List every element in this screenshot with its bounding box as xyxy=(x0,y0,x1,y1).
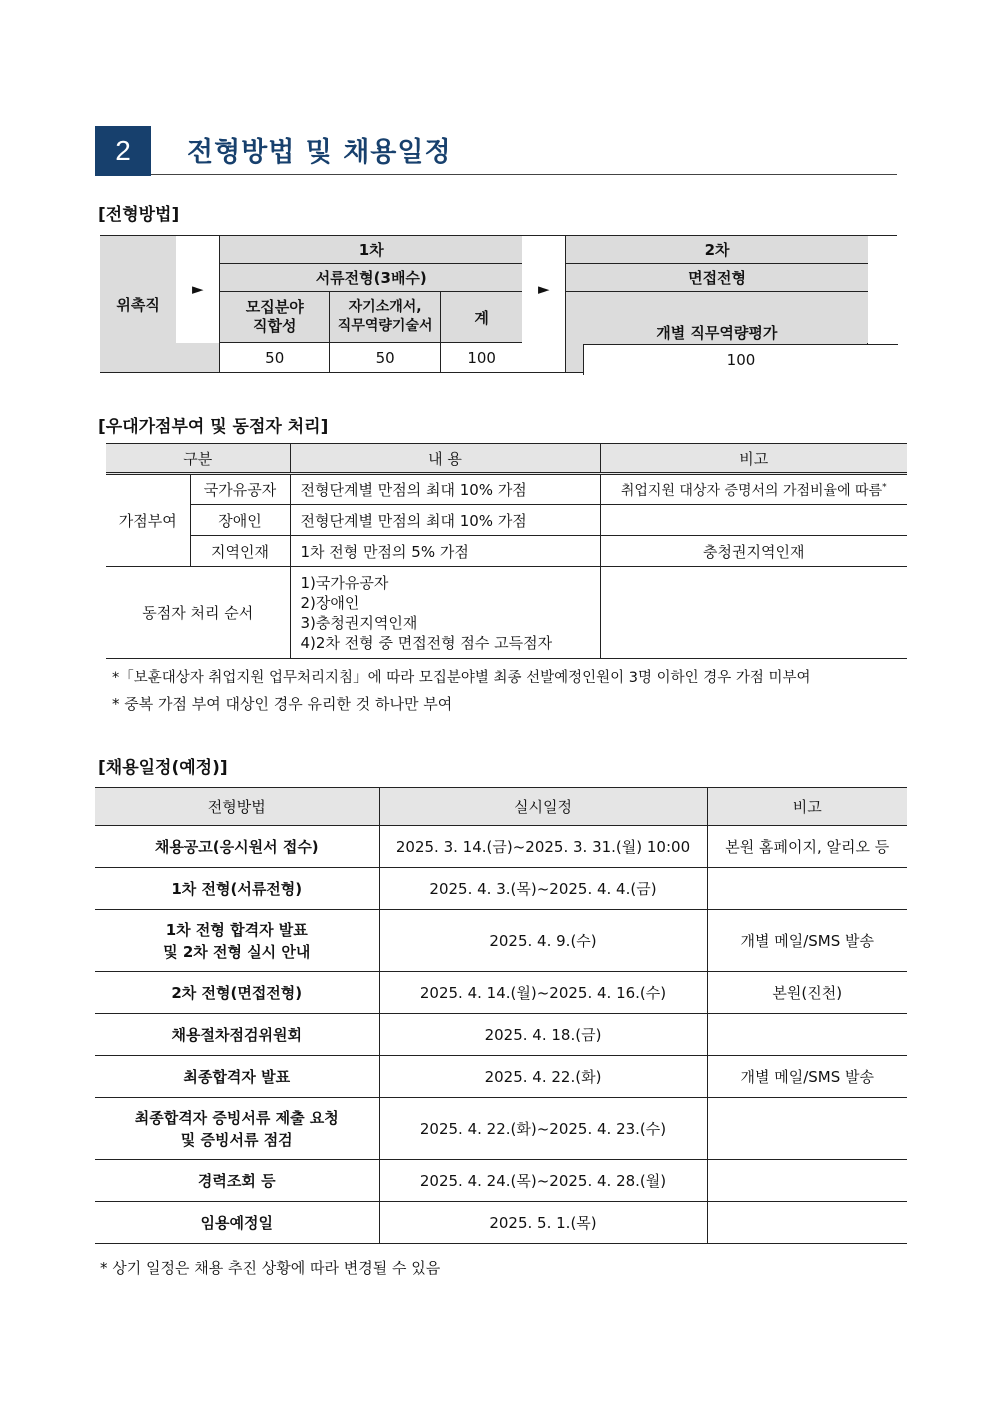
schedule-col-date: 실시일정 xyxy=(379,788,707,826)
schedule-date: 2025. 4. 18.(금) xyxy=(379,1014,707,1056)
section-title: 전형방법 및 채용일정 xyxy=(187,137,452,168)
schedule-note xyxy=(707,1014,907,1056)
schedule-col-note: 비고 xyxy=(707,788,907,826)
tie-order-item: 1)국가유공자 xyxy=(300,573,389,592)
stage1-col-fit: 모집분야 직합성 xyxy=(220,292,330,343)
schedule-note: 개별 메일/SMS 발송 xyxy=(707,1056,907,1098)
arrow-icon: ► xyxy=(191,280,204,299)
schedule-date: 2025. 3. 14.(금)~2025. 3. 31.(월) 10:00 xyxy=(379,826,707,868)
schedule-note xyxy=(707,1160,907,1202)
stage1-col-essay: 자기소개서, 직무역량기술서 xyxy=(330,292,441,343)
bonus-group: 가점부여 xyxy=(106,474,190,567)
schedule-date: 2025. 4. 9.(수) xyxy=(379,910,707,972)
stage2-label: 2차 xyxy=(566,236,868,264)
schedule-step: 2차 전형(면접전형) xyxy=(95,972,379,1014)
bonus-content: 전형단계별 만점의 최대 10% 가점 xyxy=(290,505,600,536)
method-heading: [전형방법] xyxy=(98,205,180,225)
bonus-table xyxy=(106,443,907,659)
schedule-note: 본원(진천) xyxy=(707,972,907,1014)
stage2-score-cell: 100 xyxy=(583,344,898,375)
schedule-step: 채용공고(응시원서 접수) xyxy=(95,826,379,868)
schedule-footnote: * 상기 일정은 채용 추진 상황에 따라 변경될 수 있음 xyxy=(100,1259,441,1277)
tie-order-item: 3)충청권지역인재 xyxy=(300,613,418,632)
schedule-date: 2025. 4. 14.(월)~2025. 4. 16.(수) xyxy=(379,972,707,1014)
schedule-note xyxy=(707,1202,907,1244)
score-fit: 50 xyxy=(220,343,330,373)
bonus-note: 충청권지역인재 xyxy=(600,536,907,567)
bonus-col-note: 비고 xyxy=(600,444,907,474)
schedule-date: 2025. 4. 22.(화)~2025. 4. 23.(수) xyxy=(379,1098,707,1160)
bonus-col-content: 내 용 xyxy=(290,444,600,474)
bonus-content: 전형단계별 만점의 최대 10% 가점 xyxy=(290,474,600,505)
score-essay: 50 xyxy=(330,343,441,373)
bonus-col-category: 구분 xyxy=(106,444,290,474)
bonus-note xyxy=(600,505,907,536)
position-cell: 위촉직 xyxy=(100,236,176,373)
score-total: 100 xyxy=(441,343,523,373)
schedule-step: 채용절차점검위원회 xyxy=(95,1014,379,1056)
schedule-step: 1차 전형 합격자 발표 및 2차 전형 실시 안내 xyxy=(95,910,379,972)
bonus-type: 국가유공자 xyxy=(190,474,290,505)
section-number: 2 xyxy=(95,126,151,176)
stage1-col-total: 계 xyxy=(441,292,523,343)
schedule-date: 2025. 5. 1.(목) xyxy=(379,1202,707,1244)
tie-order-item: 2)장애인 xyxy=(300,593,360,612)
bonus-note: 취업지원 대상자 증명서의 가점비율에 따름* xyxy=(600,474,907,505)
bonus-note-2: * 중복 가점 부여 대상인 경우 유리한 것 하나만 부여 xyxy=(112,695,453,713)
bonus-heading: [우대가점부여 및 동점자 처리] xyxy=(98,417,329,437)
footnote-mark: * xyxy=(882,481,887,492)
bonus-content: 1차 전형 만점의 5% 가점 xyxy=(290,536,600,567)
bonus-type: 지역인재 xyxy=(190,536,290,567)
section-divider xyxy=(151,174,897,175)
schedule-note: 본원 홈페이지, 알리오 등 xyxy=(707,826,907,868)
schedule-heading: [채용일정(예정)] xyxy=(98,758,228,778)
stage1-label: 1차 xyxy=(220,236,522,264)
tie-label: 동점자 처리 순서 xyxy=(106,567,290,659)
arrow-icon: ► xyxy=(537,280,550,299)
schedule-step: 1차 전형(서류전형) xyxy=(95,868,379,910)
tie-order-item: 4)2차 전형 중 면접전형 점수 고득점자 xyxy=(300,633,553,652)
stage1-type: 서류전형(3배수) xyxy=(220,264,522,292)
schedule-note xyxy=(707,868,907,910)
schedule-note xyxy=(707,1098,907,1160)
schedule-col-step: 전형방법 xyxy=(95,788,379,826)
schedule-date: 2025. 4. 24.(목)~2025. 4. 28.(월) xyxy=(379,1160,707,1202)
stage2-item: 개별 직무역량평가 xyxy=(566,292,868,373)
tie-order-list xyxy=(290,567,600,659)
stage2-type: 면접전형 xyxy=(566,264,868,292)
schedule-note: 개별 메일/SMS 발송 xyxy=(707,910,907,972)
schedule-step: 최종합격자 발표 xyxy=(95,1056,379,1098)
schedule-table xyxy=(95,787,907,1244)
schedule-date: 2025. 4. 3.(목)~2025. 4. 4.(금) xyxy=(379,868,707,910)
bonus-type: 장애인 xyxy=(190,505,290,536)
schedule-date: 2025. 4. 22.(화) xyxy=(379,1056,707,1098)
schedule-step: 경력조회 등 xyxy=(95,1160,379,1202)
schedule-step: 최종합격자 증빙서류 제출 요청 및 증빙서류 점검 xyxy=(95,1098,379,1160)
schedule-step: 임용예정일 xyxy=(95,1202,379,1244)
bonus-note-1: *「보훈대상자 취업지원 업무처리지침」에 따라 모집분야별 최종 선발예정인원이 3명 이하인 경우 가점 미부여 xyxy=(112,670,811,686)
